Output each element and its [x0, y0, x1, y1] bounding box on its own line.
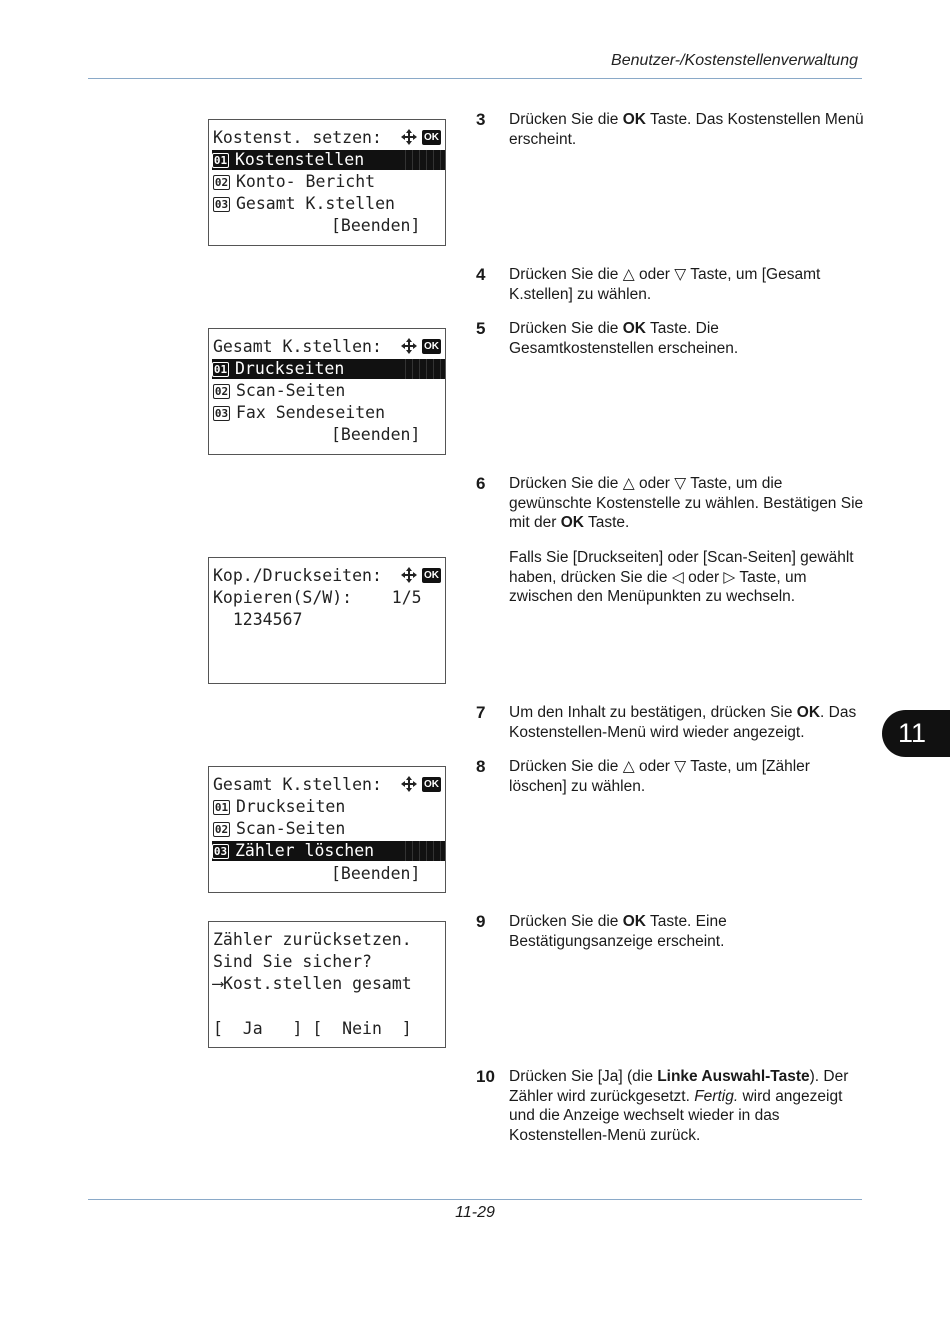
step-text: Um den Inhalt zu bestätigen, drücken Sie OK. Das Kostenstellen-Menü wird wieder angezeigt.	[509, 704, 857, 741]
step-4	[476, 265, 866, 304]
lcd-line-text: Fax Sendeseiten	[236, 403, 386, 422]
title-icons	[400, 337, 441, 355]
page-number: 11-29	[455, 1204, 495, 1221]
step-10	[476, 1067, 866, 1145]
step-text: Drücken Sie die △ oder ▽ Taste, um [Zähler löschen] zu wählen.	[509, 758, 810, 795]
number-box-icon: 03	[214, 198, 229, 211]
lcd-line-2	[213, 819, 445, 839]
number-box-icon: 03	[214, 407, 229, 420]
step-9	[476, 912, 866, 951]
lcd-line-text: Scan-Seiten	[236, 381, 346, 400]
lcd-screen-gesamt-kstellen	[208, 328, 446, 455]
step-7	[476, 703, 866, 742]
lcd-line-text: Zähler löschen	[235, 841, 375, 860]
title-icons	[400, 128, 441, 146]
step-6	[476, 474, 866, 533]
ok-key-icon: OK	[424, 131, 439, 143]
step-text: Drücken Sie [Ja] (die Linke Auswahl-Taste). Der Zähler wird zurückgesetzt. Fertig. wird angezeigt und die Anzeige wechselt wieder in das Kostenstellen-Menü zurück.	[509, 1068, 849, 1144]
ok-key-icon: OK	[424, 569, 439, 581]
lcd-line-3	[213, 194, 445, 214]
lcd-screen-zaehler-zuruecksetzen	[208, 921, 446, 1048]
four-way-arrow-icon	[400, 566, 418, 584]
lcd-screen-kostenst-setzen	[208, 119, 446, 246]
lcd-title: Gesamt K.stellen:	[213, 337, 382, 356]
step-text: Drücken Sie die OK Taste. Eine Bestätigungsanzeige erscheint.	[509, 913, 727, 950]
title-icons	[400, 775, 441, 793]
lcd-screen-gesamt-kstellen-loeschen	[208, 766, 446, 893]
lcd-line-3	[213, 974, 445, 994]
lcd-line-1	[213, 797, 445, 817]
title-icons	[400, 566, 441, 584]
step-5	[476, 319, 866, 358]
lcd-screen-kop-druckseiten	[208, 557, 446, 684]
lcd-line-3	[212, 841, 445, 861]
lcd-line-text: Druckseiten	[235, 359, 345, 378]
number-box-icon: 03	[213, 845, 228, 858]
lcd-line-2	[213, 381, 445, 401]
step-number: 9	[476, 912, 486, 931]
ok-key-icon: OK	[424, 340, 439, 352]
ok-key-icon: OK	[424, 778, 439, 790]
lcd-line-text: Scan-Seiten	[236, 819, 346, 838]
number-box-icon: 01	[213, 154, 228, 167]
step-number: 4	[476, 265, 486, 284]
lcd-title: Kop./Druckseiten:	[213, 566, 382, 585]
four-way-arrow-icon	[400, 775, 418, 793]
number-box-icon: 02	[214, 385, 229, 398]
header-rule	[88, 78, 862, 79]
lcd-line-1	[212, 150, 445, 170]
step-3	[476, 110, 866, 149]
arrow-right-icon: ⟶	[213, 974, 223, 993]
number-box-icon: 01	[213, 363, 228, 376]
header-title: Benutzer-/Kostenstellenverwaltung	[611, 52, 858, 69]
lcd-title: Gesamt K.stellen:	[213, 775, 382, 794]
lcd-line-text: Druckseiten	[236, 797, 346, 816]
lcd-title: Kostenst. setzen:	[213, 128, 382, 147]
step-number: 3	[476, 110, 486, 129]
lcd-line-2: Sind Sie sicher?	[213, 952, 372, 971]
step-text: Drücken Sie die OK Taste. Das Kostenstellen Menü erscheint.	[509, 111, 864, 148]
lcd-end-label: [Beenden]	[331, 864, 421, 883]
lcd-buttons: [ Ja ] [ Nein ]	[213, 1019, 412, 1038]
step-text: Drücken Sie die △ oder ▽ Taste, um die gewünschte Kostenstelle zu wählen. Bestätigen Sie mit der OK Taste.	[509, 475, 864, 531]
step-number: 8	[476, 757, 486, 776]
step-number: 5	[476, 319, 486, 338]
lcd-line-1: Zähler zurücksetzen.	[213, 930, 412, 949]
step-text: Drücken Sie die △ oder ▽ Taste, um [Gesamt K.stellen] zu wählen.	[509, 266, 821, 303]
number-box-icon: 01	[214, 801, 229, 814]
four-way-arrow-icon	[400, 337, 418, 355]
lcd-line-text: Gesamt K.stellen	[236, 194, 395, 213]
step-6-note: Falls Sie [Druckseiten] oder [Scan-Seiten] gewählt haben, drücken Sie die ◁ oder ▷ Taste, um zwischen den Menüpunkten zu wechseln.	[509, 549, 854, 605]
lcd-line-text: Kostenstellen	[235, 150, 365, 169]
lcd-line-2	[213, 172, 445, 192]
number-box-icon: 02	[214, 176, 229, 189]
lcd-line-3	[213, 403, 445, 423]
step-text: Drücken Sie die OK Taste. Die Gesamtkostenstellen erscheinen.	[509, 320, 739, 357]
number-box-icon: 02	[214, 823, 229, 836]
step-number: 7	[476, 703, 486, 722]
lcd-end-label: [Beenden]	[331, 216, 421, 235]
lcd-line-text: Konto- Bericht	[236, 172, 376, 191]
four-way-arrow-icon	[400, 128, 418, 146]
lcd-line-1	[212, 359, 445, 379]
step-number: 10	[476, 1067, 495, 1086]
footer-rule	[88, 1199, 862, 1200]
step-8	[476, 757, 866, 796]
lcd-line-1: Kopieren(S/W): 1/5	[213, 588, 422, 607]
step-number: 6	[476, 474, 486, 493]
chapter-tab: 11	[882, 710, 950, 757]
lcd-line-text: Kost.stellen gesamt	[222, 974, 412, 993]
lcd-end-label: [Beenden]	[331, 425, 421, 444]
lcd-line-2: 1234567	[213, 610, 303, 629]
